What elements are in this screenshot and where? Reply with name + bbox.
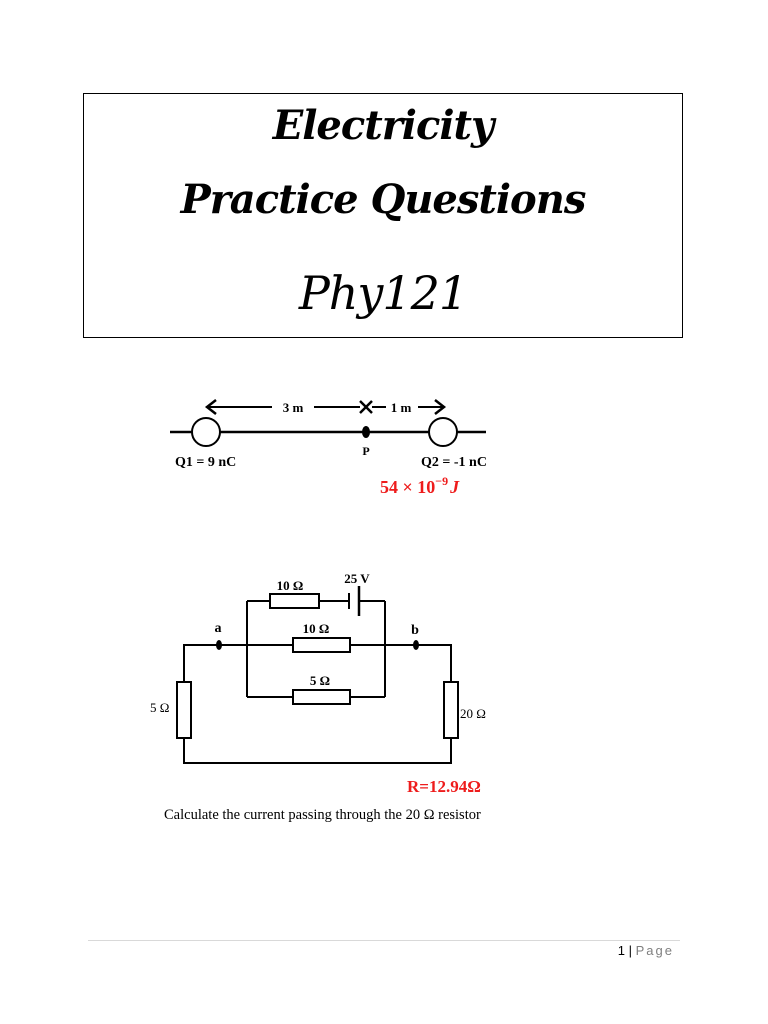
node-a-dot xyxy=(216,640,222,650)
resistor-low-label: 5 Ω xyxy=(309,673,331,688)
node-b-label: b xyxy=(411,623,419,638)
page-footer xyxy=(618,943,674,958)
node-a-label: a xyxy=(214,621,222,636)
x-marker-stroke1 xyxy=(360,401,372,413)
outer-wire-right xyxy=(416,645,451,682)
circuit-diagram xyxy=(177,586,458,763)
resistor-right-20ohm xyxy=(444,682,458,738)
energy-answer: $54 \times 10^{-9}$ J xyxy=(380,474,460,497)
arrowhead-left-icon xyxy=(207,400,216,414)
title-electricity: Electricity xyxy=(272,102,494,149)
node-b-dot xyxy=(413,640,419,650)
page-separator: | xyxy=(628,943,632,958)
resistor-top-label: 10 Ω xyxy=(276,578,304,593)
battery-label: 25 V xyxy=(344,571,370,586)
resistor-right-label: 20 Ω xyxy=(460,706,486,721)
question-text: Calculate the current passing through the 20 Ω resistor xyxy=(164,807,481,823)
x-marker-stroke2 xyxy=(360,401,372,413)
resistor-mid-10ohm xyxy=(293,638,350,652)
charge-q1-label: Q1 = 9 nC xyxy=(175,455,237,470)
resistor-left-label: 5 Ω xyxy=(150,700,170,715)
title-box xyxy=(83,93,683,338)
resistance-answer: R=12.94Ω xyxy=(407,777,481,796)
charge-q2-circle xyxy=(429,418,457,446)
page-word: Page xyxy=(635,943,674,958)
page-number: 1 xyxy=(617,943,625,958)
resistor-top-10ohm xyxy=(270,594,319,608)
title-practice-questions: Practice Questions xyxy=(180,176,586,223)
charge-q2-label: Q2 = -1 nC xyxy=(421,455,487,470)
dimension-3m-label: 3 m xyxy=(282,400,304,415)
point-p-dot xyxy=(362,426,370,438)
outer-wire-left xyxy=(184,645,219,682)
charge-q1-circle xyxy=(192,418,220,446)
resistor-left-5ohm xyxy=(177,682,191,738)
resistor-low-5ohm xyxy=(293,690,350,704)
point-p-label: P xyxy=(362,444,370,458)
footer-divider xyxy=(88,940,680,941)
dimension-1m-label: 1 m xyxy=(390,400,412,415)
outer-wire-left-bottom xyxy=(184,738,451,763)
resistor-mid-label: 10 Ω xyxy=(302,621,330,636)
arrowhead-right-icon xyxy=(435,400,444,414)
title-course-code: Phy121 xyxy=(298,266,468,320)
